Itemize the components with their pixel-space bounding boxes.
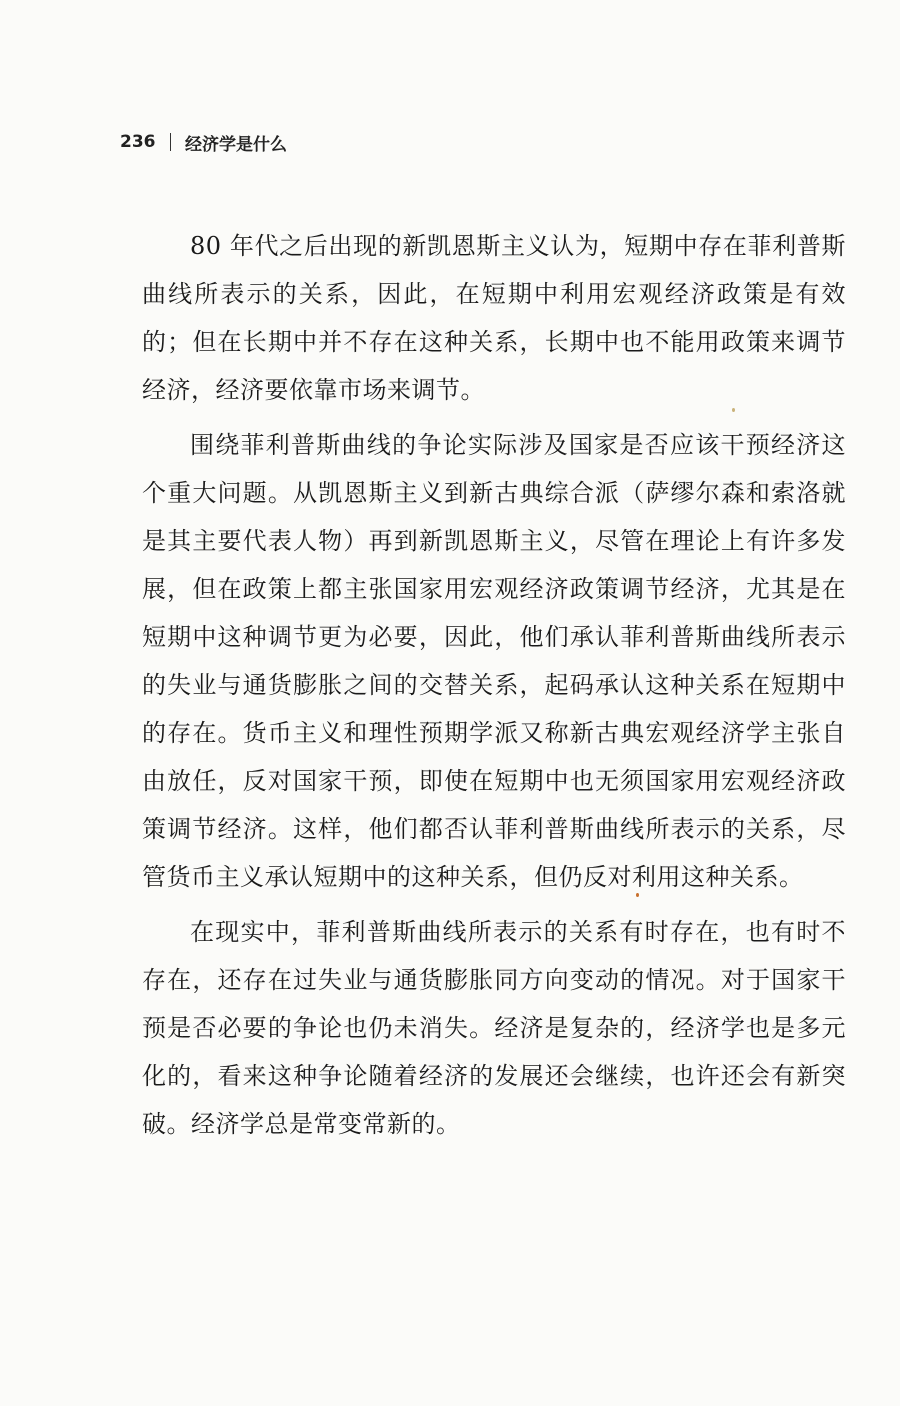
paragraph: 在现实中，菲利普斯曲线所表示的关系有时存在，也有时不存在，还存在过失业与通货膨胀同方向变动的情况。对于国家干预是否必要的争论也仍未消失。经济是复杂的，经济学也是多元化的，看来这种争论随着经济的发展还会继续，也许还会有新突破。经济学总是常变常新的。 (142, 918, 846, 1138)
scan-speck (636, 893, 639, 897)
body-text (142, 222, 846, 1155)
paragraph: 80 年代之后出现的新凯恩斯主义认为，短期中存在菲利普斯曲线所表示的关系，因此，在短期中利用宏观经济政策是有效的；但在长期中并不存在这种关系，长期中也不能用政策来调节经济，经济要依靠市场来调节。 (142, 232, 846, 404)
paragraph: 围绕菲利普斯曲线的争论实际涉及国家是否应该干预经济这个重大问题。从凯恩斯主义到新古典综合派（萨缪尔森和索洛就是其主要代表人物）再到新凯恩斯主义，尽管在理论上有许多发展，但在政策上都主张国家用宏观经济政策调节经济，尤其是在短期中这种调节更为必要，因此，他们承认菲利普斯曲线所表示的失业与通货膨胀之间的交替关系，起码承认这种关系在短期中的存在。货币主义和理性预期学派又称新古典宏观经济学主张自由放任，反对国家干预，即使在短期中也无须国家用宏观经济政策调节经济。这样，他们都否认菲利普斯曲线所表示的关系，尽管货币主义承认短期中的这种关系，但仍反对利用这种关系。 (142, 431, 846, 891)
header-divider (170, 133, 172, 151)
page-number: 236 (120, 132, 156, 152)
scan-speck (732, 408, 735, 412)
running-header (120, 128, 287, 156)
book-title: 经济学是什么 (185, 134, 287, 155)
